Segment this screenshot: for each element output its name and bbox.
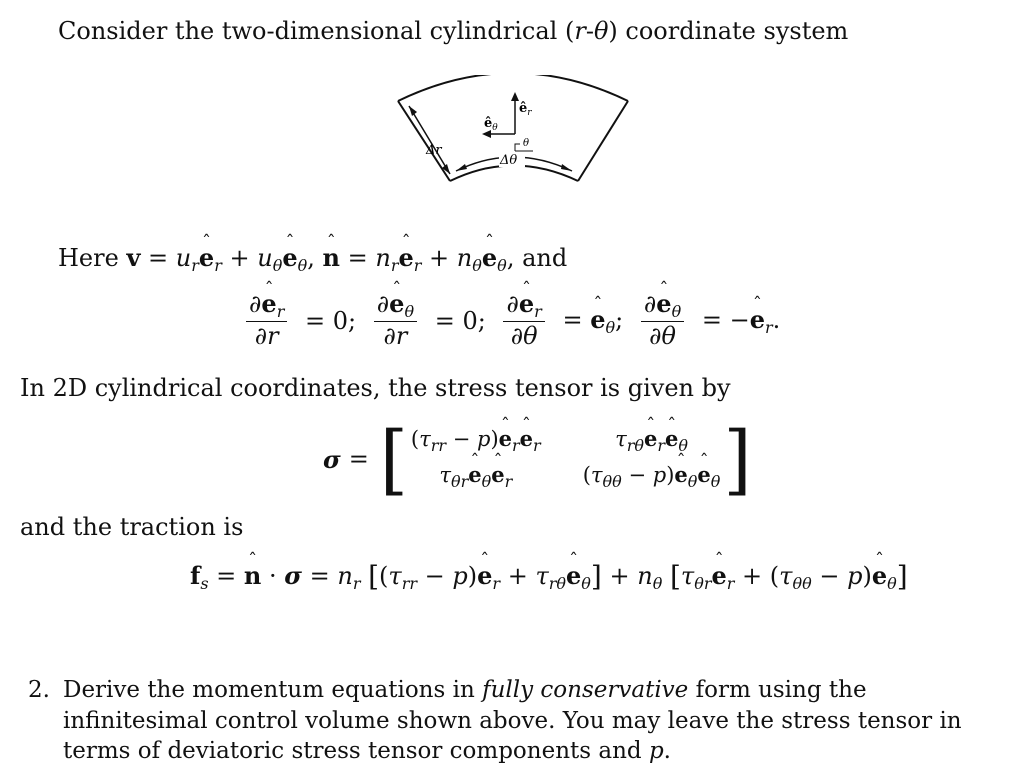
equals-sign: = [348, 445, 369, 473]
theta-angle-mark [515, 144, 520, 151]
delta-r-arrowhead-top [409, 106, 417, 116]
right-bracket: ] [723, 414, 752, 504]
problem-end: . [663, 738, 671, 765]
traction-equation: $f_s$ = ˆ $n \cdot \sigma = n_r$ [($\tau_{rr}$ − p)ˆ $e_r$ + $\tau_{r\theta}ˆ$ $e_\theta] + n_\theta$ [$\tau_{\theta r}ˆ$ $e_r + (\tau_{\theta\theta}$ − p)ˆ $e_\theta$] [190, 560, 908, 593]
delta-theta-arrowhead-right [561, 164, 572, 171]
matrix-cell-rr: ($\tau_{rr}$ − p)ˆ $e_rˆ$ $e_r$ [411, 423, 541, 459]
control-volume-diagram [388, 75, 638, 210]
cv-right-edge [578, 101, 628, 181]
deriv-er-r: $\frac{\partial ˆ e_r}{\partial r}$ [246, 291, 287, 350]
problem-p: p [648, 738, 664, 765]
traction-intro: and the traction is [20, 513, 244, 541]
e-r-label: $ê_r$ [519, 101, 532, 118]
stress-intro: In 2D cylindrical coordinates, the stress tensor is given by [20, 374, 731, 402]
intro-paren: (r-θ) [564, 17, 618, 45]
theta-label: θ [523, 138, 530, 149]
deriv-etheta-theta: $\frac{\partial ˆ e_\theta}{\partial\theta}$ [641, 291, 684, 350]
deriv-etheta-r: $\frac{\partial ˆ e_\theta}{\partial r}$ [374, 291, 417, 350]
problem-text-after: form using the infinitesimal control volume shown above. You may leave the stress tensor in terms of deviatoric stress tensor components and [63, 677, 962, 765]
intro-text: Consider the two-dimensional cylindrical [58, 17, 558, 45]
intro-sentence [58, 16, 848, 46]
delta-theta-arrowhead-left [456, 164, 467, 171]
delta-r-label: Δr [426, 143, 442, 158]
definitions-and: and [522, 244, 568, 272]
basis-derivatives: $\frac{\partial ˆ e_r}{\partial r}$ = 0; $\frac{\partial ˆ e_\theta}{\partial r}$ = 0; $\frac{\partial ˆ e_r}{\partial\theta}$ = ˆ $e_\theta$; $\frac{\partial ˆ e_\theta}{\partial\theta}$ = −ˆ $e_r$. [242, 291, 786, 350]
problem-text-before: Derive the momentum equations in [63, 677, 483, 703]
cv-left-edge [398, 101, 450, 181]
matrix-cell-thetatheta: ($\tau_{\theta\theta}$ − p)ˆ $e_\theta ˆ$ $e_\theta$ [583, 459, 721, 495]
left-bracket: [ [379, 414, 408, 504]
problem-text-emphasis: fully conservative [482, 677, 689, 703]
delta-theta-label: Δθ [500, 153, 518, 168]
problem-2 [28, 675, 1008, 767]
e-r-arrowhead [511, 92, 519, 101]
deriv-er-theta: $\frac{\partial ˆ e_r}{\partial\theta}$ [503, 291, 544, 350]
intro-rest: coordinate system [625, 17, 849, 45]
e-theta-label: $ê_\theta$ [484, 116, 498, 133]
definitions-line [58, 243, 567, 276]
matrix-cell-rtheta: $\tau_{r\theta}ˆ$ $e_rˆ$ $e_\theta$ [583, 423, 721, 459]
problem-number: 2. [28, 677, 50, 703]
definitions-math: $v = u_rˆ$ $e_r$ + $u_\theta ˆ$ $e_\theta$, ˆ $n = n_rˆ$ $e_r$ + $n_\theta ˆ$ $e_\theta$, [126, 243, 514, 276]
problem-text [63, 675, 1008, 767]
definitions-here: Here [58, 244, 119, 272]
delta-r-arrow-line [409, 106, 450, 174]
stress-tensor-equation [323, 414, 755, 504]
matrix-cell-thetar: $\tau_{\theta r}ˆ$ $e_\theta ˆ$ $e_r$ [411, 459, 541, 495]
sigma-symbol: σ [323, 444, 341, 474]
e-theta-arrowhead [482, 130, 491, 138]
stress-matrix [411, 423, 721, 495]
